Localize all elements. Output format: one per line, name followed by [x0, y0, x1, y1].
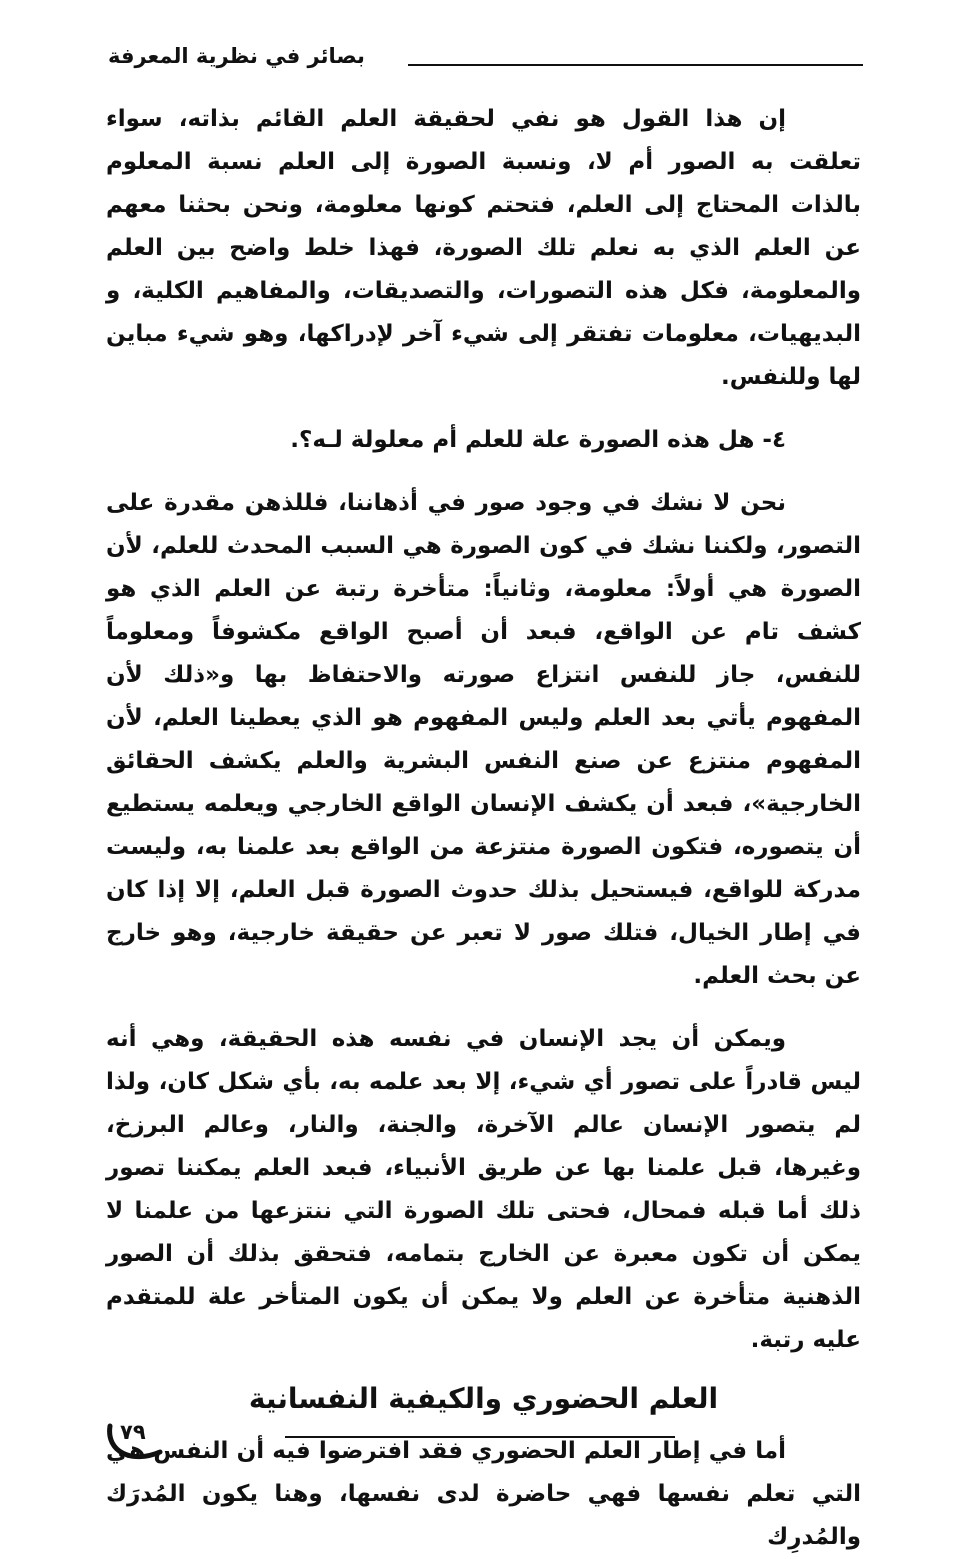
book-title: بصائر في نظرية المعرفة [108, 44, 365, 68]
paragraph-4: أما في إطار العلم الحضوري فقد افترضوا فيه أن النفس هي التي تعلم نفسها فهي حاضرة لدى نفسها، وهنا يكون المُدرَك والمُدرِك [106, 1438, 861, 1550]
footer-rule [285, 1436, 675, 1438]
page-number-badge [102, 1412, 168, 1472]
running-header [108, 40, 863, 80]
paragraph-1: إن هذا القول هو نفي لحقيقة العلم القائم بذاته، سواء تعلقت به الصور أم لا، ونسبة الصورة إلى العلم نسبة المعلوم بالذات المحتاج إلى العلم، فتحتم كونها معلومة، ونحن بحثنا معهم عن العلم الذي به نعلم تلك الصورة، فهذا خلط واضح بين العلم والمعلومة، فكل هذه التصورات، والتصديقات، والمفاهيم الكلية، و البديهيات، معلومات تفتقر إلى شيء آخر لإدراكها، وهو شيء مباين لها وللنفس. [106, 106, 861, 390]
page-footer [0, 1410, 967, 1490]
paragraph-3: ويمكن أن يجد الإنسان في نفسه هذه الحقيقة، وهي أنه ليس قادراً على تصور أي شيء، إلا بعد علمه به، بأي شكل كان، ولذا لم يتصور الإنسان عالم الآخرة، والجنة، والنار، وعالم البرزخ، وغيرها، قبل علمنا بها عن طريق الأنبياء، فبعد العلم يمكننا تصور ذلك أما قبله فمحال، فحتى تلك الصورة التي ننتزعها من علمنا لا يمكن أن تكون معبرة عن الخارج بتمامه، فتحقق بذلك أن الصور الذهنية متأخرة عن العلم ولا يمكن أن يكون المتأخر علة للمتقدم عليه رتبة. [106, 1026, 861, 1353]
page-number: ٧٩ [120, 1420, 146, 1444]
page-body [106, 98, 861, 1559]
header-rule [408, 64, 863, 66]
section-title: العلم الحضوري والكيفية النفسانية [248, 1382, 719, 1415]
paragraph-2: نحن لا نشك في وجود صور في أذهاننا، فللذهن مقدرة على التصور، ولكننا نشك في كون الصورة هي السبب المحدث للعلم، لأن الصورة هي أولاً: معلومة، وثانياً: متأخرة رتبة عن العلم الذي هو كشف تام عن الواقع، فبعد أن أصبح الواقع مكشوفاً ومعلوماً للنفس، جاز للنفس انتزاع صورته والاحتفاظ بها و«ذلك لأن المفهوم يأتي بعد العلم وليس المفهوم هو الذي يعطينا العلم، لأن المفهوم منتزع عن صنع النفس البشرية والعلم يكشف الحقائق الخارجية»، فبعد أن يكشف الإنسان الواقع الخارجي ويعلمه يستطيع أن يتصوره، فتكون الصورة منتزعة من الواقع بعد علمنا به، وليست مدركة للواقع، فيستحيل بذلك حدوث الصورة قبل العلم، إلا إذا كان في إطار الخيال، فتلك صور لا تعبر عن حقيقة خارجية، وهو خارج عن بحث العلم. [106, 490, 861, 989]
question-subheading: ٤- هل هذه الصورة علة للعلم أم معلولة لـه؟. [290, 427, 786, 453]
